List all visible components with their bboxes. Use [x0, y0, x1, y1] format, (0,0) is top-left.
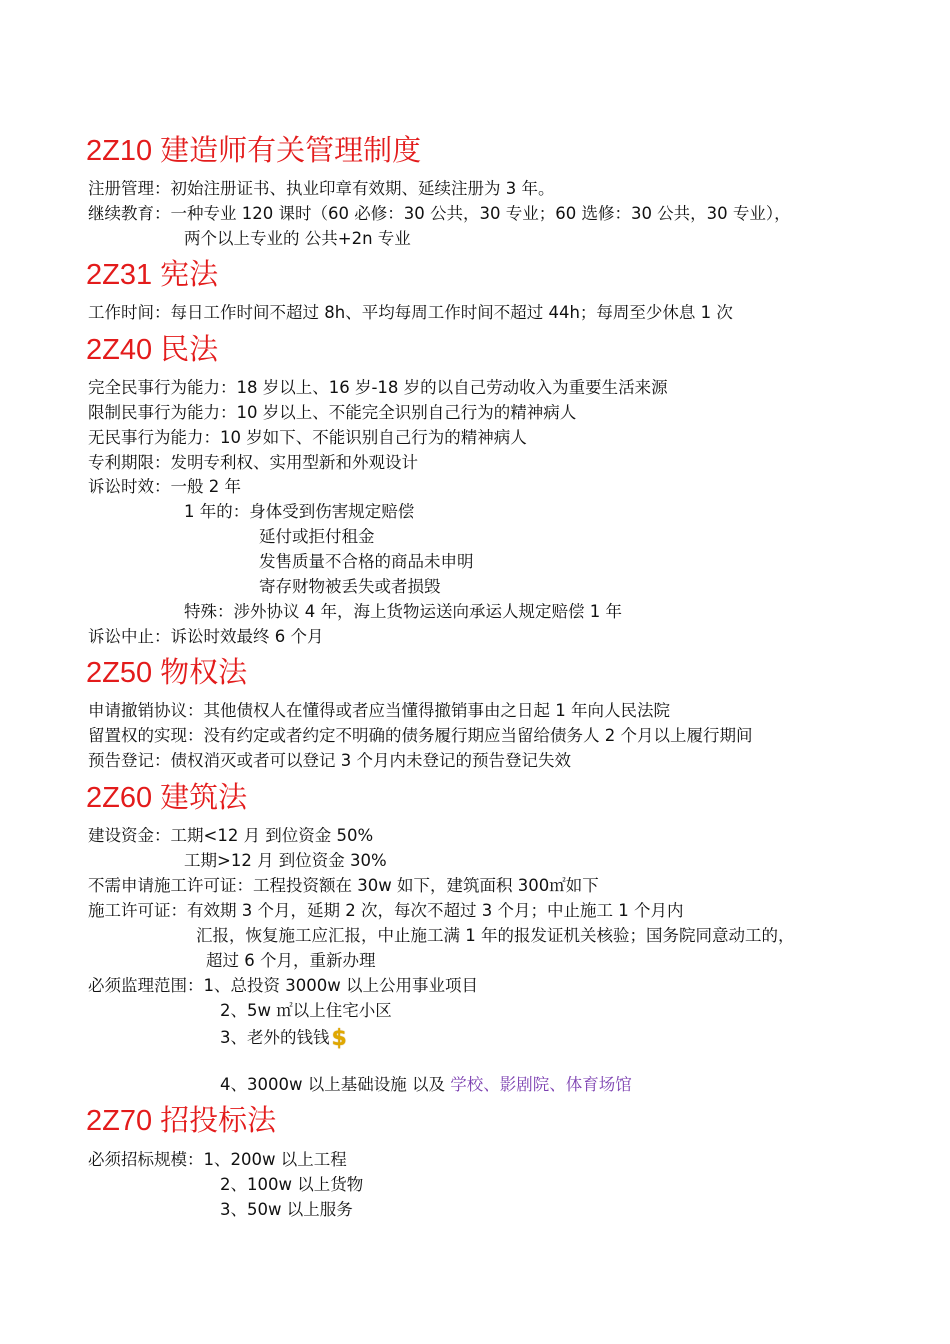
dollar-coin-icon: $	[331, 1026, 347, 1051]
section-heading-2z50: 2Z50 物权法	[86, 657, 248, 689]
text-line	[220, 1073, 632, 1097]
text-line: 延付或拒付租金	[259, 527, 375, 546]
text-line: 特殊：涉外协议 4 年，海上货物运送向承运人规定赔偿 1 年	[184, 602, 622, 621]
text-line: 留置权的实现：没有约定或者约定不明确的债务履行期应当留给债务人 2 个月以上履行期间	[88, 726, 753, 745]
text-line: 专利期限：发明专利权、实用型新和外观设计	[88, 453, 418, 472]
text-line: 必须监理范围：1、总投资 3000w 以上公用事业项目	[88, 976, 478, 995]
text-line: 工期>12 月 到位资金 30%	[184, 851, 387, 870]
text-line: 汇报，恢复施工应汇报，中止施工满 1 年的报发证机关核验；国务院同意动工的，	[196, 926, 795, 945]
section-heading-2z40: 2Z40 民法	[86, 334, 219, 366]
highlighted-text: 学校、影剧院、体育场馆	[450, 1075, 632, 1094]
text-line: 不需申请施工许可证：工程投资额在 30w 如下，建筑面积 300㎡如下	[88, 876, 599, 895]
section-heading-2z60: 2Z60 建筑法	[86, 782, 248, 814]
section-heading-2z31: 2Z31 宪法	[86, 259, 219, 291]
text-line: 工作时间：每日工作时间不超过 8h、平均每周工作时间不超过 44h；每周至少休息 1 次	[88, 303, 733, 322]
text-line: 继续教育：一种专业 120 课时（60 必修：30 公共，30 专业；60 选修：30 公共，30 专业），	[88, 204, 791, 223]
section-heading-2z10: 2Z10 建造师有关管理制度	[86, 135, 422, 167]
text-line: 2、100w 以上货物	[220, 1175, 364, 1194]
text-line: 2、5w ㎡以上住宅小区	[220, 1001, 392, 1020]
text-line: 施工许可证：有效期 3 个月，延期 2 次，每次不超过 3 个月；中止施工 1 个月内	[88, 901, 684, 920]
text-line: 建设资金：工期<12 月 到位资金 50%	[88, 826, 374, 845]
text-line-content: 4、3000w 以上基础设施 以及	[220, 1075, 451, 1094]
text-line: 完全民事行为能力：18 岁以上、16 岁-18 岁的以自己劳动收入为重要生活来源	[88, 378, 668, 397]
text-line-content: 3、老外的钱钱	[220, 1028, 330, 1047]
text-line: 限制民事行为能力：10 岁以上、不能完全识别自己行为的精神病人	[88, 403, 577, 422]
text-line: 发售质量不合格的商品未申明	[259, 552, 474, 571]
text-line: 超过 6 个月，重新办理	[206, 951, 376, 970]
text-line	[220, 1026, 347, 1050]
section-heading-2z70: 2Z70 招投标法	[86, 1105, 277, 1137]
text-line: 3、50w 以上服务	[220, 1200, 353, 1219]
text-line: 注册管理：初始注册证书、执业印章有效期、延续注册为 3 年。	[88, 179, 555, 198]
text-line: 1 年的：身体受到伤害规定赔偿	[184, 502, 415, 521]
text-line: 寄存财物被丢失或者损毁	[259, 577, 441, 596]
text-line: 申请撤销协议：其他债权人在懂得或者应当懂得撤销事由之日起 1 年向人民法院	[88, 701, 670, 720]
text-line: 必须招标规模：1、200w 以上工程	[88, 1150, 347, 1169]
text-line: 诉讼中止：诉讼时效最终 6 个月	[88, 627, 324, 646]
text-line: 无民事行为能力：10 岁如下、不能识别自己行为的精神病人	[88, 428, 527, 447]
text-line: 诉讼时效：一般 2 年	[88, 477, 241, 496]
text-line: 预告登记：债权消灭或者可以登记 3 个月内未登记的预告登记失效	[88, 751, 571, 770]
text-line: 两个以上专业的 公共+2n 专业	[184, 229, 411, 248]
